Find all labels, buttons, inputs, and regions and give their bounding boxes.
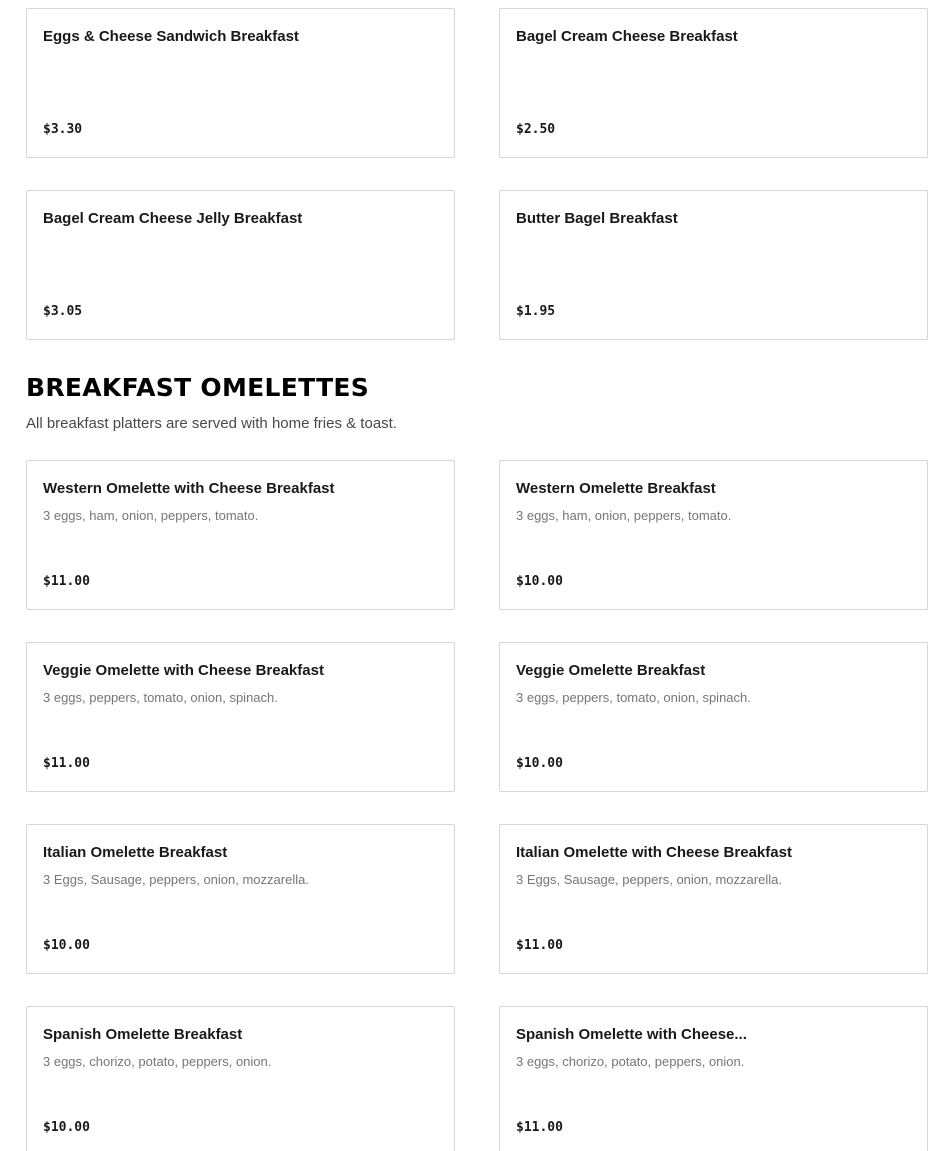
- menu-item-name: Bagel Cream Cheese Jelly Breakfast: [43, 210, 303, 227]
- section-subtitle: All breakfast platters are served with home fries & toast.: [26, 415, 397, 432]
- menu-item-price: $3.05: [43, 304, 83, 319]
- menu-item-name: Western Omelette with Cheese Breakfast: [43, 480, 335, 497]
- menu-item-description: 3 eggs, ham, onion, peppers, tomato.: [43, 508, 259, 523]
- section-title: BREAKFAST OMELETTES: [26, 373, 370, 402]
- menu-item-name: Italian Omelette with Cheese Breakfast: [516, 844, 792, 861]
- menu-item-price: $1.95: [516, 304, 556, 319]
- menu-item-description: 3 Eggs, Sausage, peppers, onion, mozzarella.: [43, 872, 309, 887]
- menu-item-price: $2.50: [516, 122, 556, 137]
- menu-item-name: Veggie Omelette with Cheese Breakfast: [43, 662, 324, 679]
- menu-item-card[interactable]: [26, 824, 455, 974]
- menu-item-card[interactable]: [499, 460, 928, 610]
- menu-item-price: $11.00: [43, 574, 90, 589]
- menu-item-name: Veggie Omelette Breakfast: [516, 662, 706, 679]
- menu-item-price: $11.00: [516, 938, 563, 953]
- menu-item-card[interactable]: [499, 190, 928, 340]
- menu-item-description: 3 eggs, peppers, tomato, onion, spinach.: [516, 690, 751, 705]
- menu-item-description: 3 eggs, chorizo, potato, peppers, onion.: [43, 1054, 272, 1069]
- menu-item-name: Eggs & Cheese Sandwich Breakfast: [43, 28, 299, 45]
- menu-item-price: $11.00: [43, 756, 90, 771]
- menu-item-card[interactable]: [26, 190, 455, 340]
- menu-item-description: 3 eggs, ham, onion, peppers, tomato.: [516, 508, 732, 523]
- menu-item-name: Spanish Omelette Breakfast: [43, 1026, 243, 1043]
- menu-item-price: $3.30: [43, 122, 83, 137]
- menu-item-name: Spanish Omelette with Cheese...: [516, 1026, 747, 1043]
- menu-item-card[interactable]: [499, 824, 928, 974]
- menu-item-description: 3 eggs, chorizo, potato, peppers, onion.: [516, 1054, 745, 1069]
- menu-item-price: $10.00: [43, 1120, 90, 1135]
- menu-item-card[interactable]: [499, 8, 928, 158]
- menu-item-price: $10.00: [516, 756, 563, 771]
- menu-item-name: Bagel Cream Cheese Breakfast: [516, 28, 738, 45]
- menu-item-price: $10.00: [43, 938, 90, 953]
- menu-item-card[interactable]: [499, 642, 928, 792]
- menu-item-description: 3 Eggs, Sausage, peppers, onion, mozzarella.: [516, 872, 782, 887]
- menu-item-card[interactable]: [26, 1006, 455, 1151]
- menu-item-name: Western Omelette Breakfast: [516, 480, 716, 497]
- menu-item-card[interactable]: [26, 8, 455, 158]
- menu-item-name: Butter Bagel Breakfast: [516, 210, 678, 227]
- menu-item-price: $11.00: [516, 1120, 563, 1135]
- menu-item-name: Italian Omelette Breakfast: [43, 844, 228, 861]
- menu-item-card[interactable]: [499, 1006, 928, 1151]
- menu-item-description: 3 eggs, peppers, tomato, onion, spinach.: [43, 690, 278, 705]
- menu-item-price: $10.00: [516, 574, 563, 589]
- menu-item-card[interactable]: [26, 460, 455, 610]
- menu-item-card[interactable]: [26, 642, 455, 792]
